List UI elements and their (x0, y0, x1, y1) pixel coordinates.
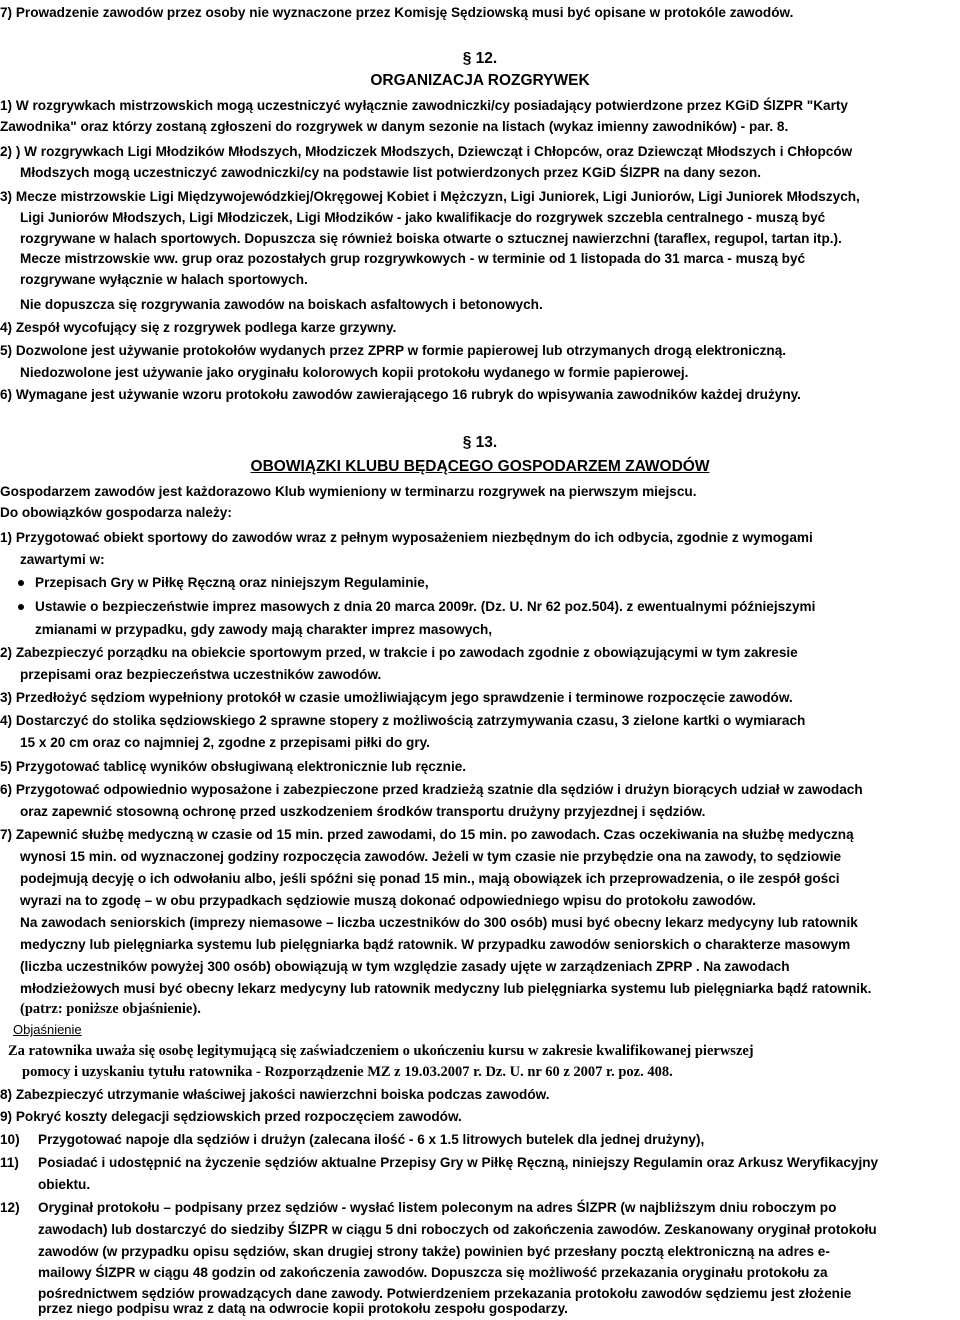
s13-item-6-line: oraz zapewnić stosowną ochronę przed uszkodzeniem środków transportu drużyny przyjezdnej i sędziów. (20, 804, 706, 819)
s13-item-7-line: (liczba uczestników powyżej 300 osób) obowiązują w tym względzie zasady ujęte w zarządzeniach ZPRP . Na zawodach (20, 959, 790, 974)
s13-item-12-line: przez niego podpisu wraz z datą na odwrocie kopii protokołu zespołu gospodarzy. (38, 1301, 568, 1316)
bullet-icon (18, 580, 24, 586)
s13-item-2-line: przepisami oraz bezpieczeństwa uczestników zawodów. (20, 667, 382, 682)
s13-item-12-line: Oryginał protokołu – podpisany przez sędziów - wysłać listem poleconym na adres ŚlZPR (w najbliższym dniu roboczym po (38, 1200, 837, 1215)
s13-item-12-line: pośrednictwem sędziów prowadzących dane zawody. Potwierdzeniem przekazania protokołu zawodów sędziemu jest złożenie (38, 1286, 852, 1301)
s13-item-2-line: 2) Zabezpieczyć porządku na obiekcie sportowym przed, w trakcie i po zawodach zgodnie z obowiązującymi w tym zakresie (0, 645, 798, 660)
s13-item-11-number: 11) (0, 1155, 19, 1170)
explanation-text-line: Za ratownika uważa się osobę legitymującą się zaświadczeniem o ukończeniu kursu w zakresie kwalifikowanej pierwszej (8, 1043, 754, 1059)
item-7-prowadzenie: 7) Prowadzenie zawodów przez osoby nie wyznaczone przez Komisję Sędziowską musi być opisane w protokóle zawodów. (0, 5, 794, 20)
s12-item-3-line: rozgrywane wyłącznie w halach sportowych. (20, 272, 308, 287)
s13-intro: Do obowiązków gospodarza należy: (0, 505, 232, 520)
s13-item-12-line: zawodów (w przypadku opisu sędziów, skan drugiej strony także) powinien być przesłany pocztą elektroniczną na adres e- (38, 1244, 830, 1259)
s13-item-4-line: 15 x 20 cm oraz co najmniej 2, zgodne z przepisami piłki do gry. (20, 735, 430, 750)
section-12-number: § 12. (462, 50, 498, 67)
bullet-icon (18, 604, 24, 610)
s13-item-9: 9) Pokryć koszty delegacji sędziowskich przed rozpoczęciem zawodów. (0, 1109, 462, 1124)
s12-item-5-line: Niedozwolone jest używanie jako oryginału kolorowych kopii protokołu wydanego w formie papierowej. (20, 365, 689, 380)
s12-item-3-line: 3) Mecze mistrzowskie Ligi Międzywojewódzkiej/Okręgowej Kobiet i Mężczyzn, Ligi Juniorek, Ligi Juniorów, Ligi Juniorek Młodszych, (0, 189, 860, 204)
s13-item-1-line: zawartymi w: (20, 552, 105, 567)
explanation-label: Objaśnienie (13, 1022, 82, 1037)
s12-item-3-line: Ligi Juniorów Młodszych, Ligi Młodziczek, Ligi Młodzików - jako kwalifikacje do rozgrywek szczebla centralnego - muszą być (20, 210, 826, 225)
s13-item-7-line: 7) Zapewnić służbę medyczną w czasie od 15 min. przed zawodami, do 15 min. po zawodach. Czas oczekiwania na służbę medyczną (0, 827, 854, 842)
s12-item-3-line: rozgrywane w halach sportowych. Dopuszcza się również boiska otwarte o sztucznej nawierzchni (taraflex, regupol, tartan itp.). (20, 231, 842, 246)
s13-item-7-line: młodzieżowych musi być obecny lekarz medycyny lub ratownik medyczny lub pielęgniarka systemu lub pielęgniarka bądź ratownik. (20, 981, 872, 996)
s13-item-7-line: Na zawodach seniorskich (imprezy niemasowe – liczba uczestników do 300 osób) musi być obecny lekarz medycyny lub ratownik (20, 915, 858, 930)
bullet-item: zmianami w przypadku, gdy zawody mają charakter imprez masowych, (35, 622, 493, 637)
s13-intro: Gospodarzem zawodów jest każdorazowo Klub wymieniony w terminarzu rozgrywek na pierwszym miejscu. (0, 484, 697, 499)
s13-item-7-line: medyczny lub pielęgniarka systemu lub pielęgniarka bądź ratownik. W przypadku zawodów seniorskich o charakterze masowym (20, 937, 851, 952)
s13-item-12-number: 12) (0, 1200, 20, 1215)
s13-item-4-line: 4) Dostarczyć do stolika sędziowskiego 2 sprawne stopery z możliwością zatrzymywania czasu, 3 zielone kartki o wymiarach (0, 713, 806, 728)
s12-item-2-line: Młodszych mogą uczestniczyć zawodniczki/cy na podstawie list potwierdzonych przez KGiD ŚlZPR na dany sezon. (20, 165, 762, 180)
bullet-item: Ustawie o bezpieczeństwie imprez masowych z dnia 20 marca 2009r. (Dz. U. Nr 62 poz.504). z ewentualnymi późniejszymi (35, 599, 816, 614)
s12-item-2-line: 2) ) W rozgrywkach Ligi Młodzików Młodszych, Młodziczek Młodszych, Dziewcząt i Chłopców, oraz Dziewcząt Młodszych i Chłopców (0, 144, 853, 159)
section-13-number: § 13. (462, 434, 498, 451)
s12-item-1-line: Zawodnika" oraz którzy zostaną zgłoszeni do rozgrywek w danym sezonie na listach (wykaz imienny zawodników) - par. 8. (0, 119, 789, 134)
s12-item-4: 4) Zespół wycofujący się z rozgrywek podlega karze grzywny. (0, 320, 397, 335)
s13-item-8: 8) Zabezpieczyć utrzymanie właściwej jakości nawierzchni boiska podczas zawodów. (0, 1087, 550, 1102)
s12-item-5-line: 5) Dozwolone jest używanie protokołów wydanych przez ZPRP w formie papierowej lub otrzymanych drogą elektroniczną. (0, 343, 787, 358)
s13-item-1-line: 1) Przygotować obiekt sportowy do zawodów wraz z pełnym wyposażeniem niezbędnym do ich odbycia, zgodnie z wymogami (0, 530, 813, 545)
s13-item-7-line: wynosi 15 min. od wyznaczonej godziny rozpoczęcia zawodów. Jeżeli w tym czasie nie przybędzie ona na zawody, to sędziowie (20, 849, 842, 864)
s13-item-12-line: mailowy ŚlZPR w ciągu 48 godzin od zakończenia zawodów. Dopuszcza się możliwość przekazania oryginału protokołu za (38, 1265, 828, 1280)
s13-item-7-line: wyrazi na to zgodę – w obu przypadkach sędziowie muszą dokonać odpowiedniego wpisu do protokołu zawodów. (20, 893, 756, 908)
bullet-item: Przepisach Gry w Piłkę Ręczną oraz niniejszym Regulaminie, (35, 575, 429, 590)
section-12-title: ORGANIZACJA ROZGRYWEK (370, 72, 590, 89)
s12-item-6: 6) Wymagane jest używanie wzoru protokołu zawodów zawierającego 16 rubryk do wpisywania zawodników każdej drużyny. (0, 387, 801, 402)
section-13-title: OBOWIĄZKI KLUBU BĘDĄCEGO GOSPODARZEM ZAWODÓW (250, 458, 710, 475)
s13-item-10-number: 10) (0, 1132, 20, 1147)
s12-item-1-line: 1) W rozgrywkach mistrzowskich mogą uczestniczyć wyłącznie zawodniczki/cy posiadający potwierdzone przez KGiD ŚlZPR "Karty (0, 98, 848, 113)
s12-item-3-line: Mecze mistrzowskie ww. grup oraz pozostałych grup rozgrywkowych - w terminie od 1 listopada do 31 marca - muszą być (20, 251, 806, 266)
s13-item-5: 5) Przygotować tablicę wyników obsługiwaną elektronicznie lub ręcznie. (0, 759, 467, 774)
s13-item-11-line: obiektu. (38, 1177, 91, 1192)
explanation-text-line: pomocy i uzyskaniu tytułu ratownika - Rozporządzenie MZ z 19.03.2007 r. Dz. U. nr 60 z 2007 r. poz. 408. (22, 1064, 673, 1080)
s13-item-11-line: Posiadać i udostępnić na życzenie sędziów aktualne Przepisy Gry w Piłkę Ręczną, niniejszy Regulamin oraz Arkusz Weryfikacyjny (38, 1155, 879, 1170)
s13-item-7-line: podejmują decyję o ich odwołaniu albo, jeśli spóźni się ponad 15 min., mają obowiązek ich przeprowadzenia, o ile zespół gości (20, 871, 840, 886)
s13-item-12-line: zawodach) lub dostarczyć do siedziby ŚlZPR w ciągu 5 dni roboczych od zakończenia zawodów. Zeskanowany oryginał protokołu (38, 1222, 877, 1237)
see-explanation-note: (patrz: poniższe objaśnienie). (20, 1001, 201, 1017)
s13-item-10: Przygotować napoje dla sędziów i drużyn (zalecana ilość - 6 x 1.5 litrowych butelek dla jednej drużyny), (38, 1132, 705, 1147)
s13-item-3: 3) Przedłożyć sędziom wypełniony protokół w czasie umożliwiającym jego sprawdzenie i terminowe rozpoczęcie zawodów. (0, 690, 793, 705)
s13-item-6-line: 6) Przygotować odpowiednio wyposażone i zabezpieczone przed kradzieżą szatnie dla sędziów i drużyn biorących udział w zawodach (0, 782, 863, 797)
s12-item-3-line: Nie dopuszcza się rozgrywania zawodów na boiskach asfaltowych i betonowych. (20, 297, 543, 312)
